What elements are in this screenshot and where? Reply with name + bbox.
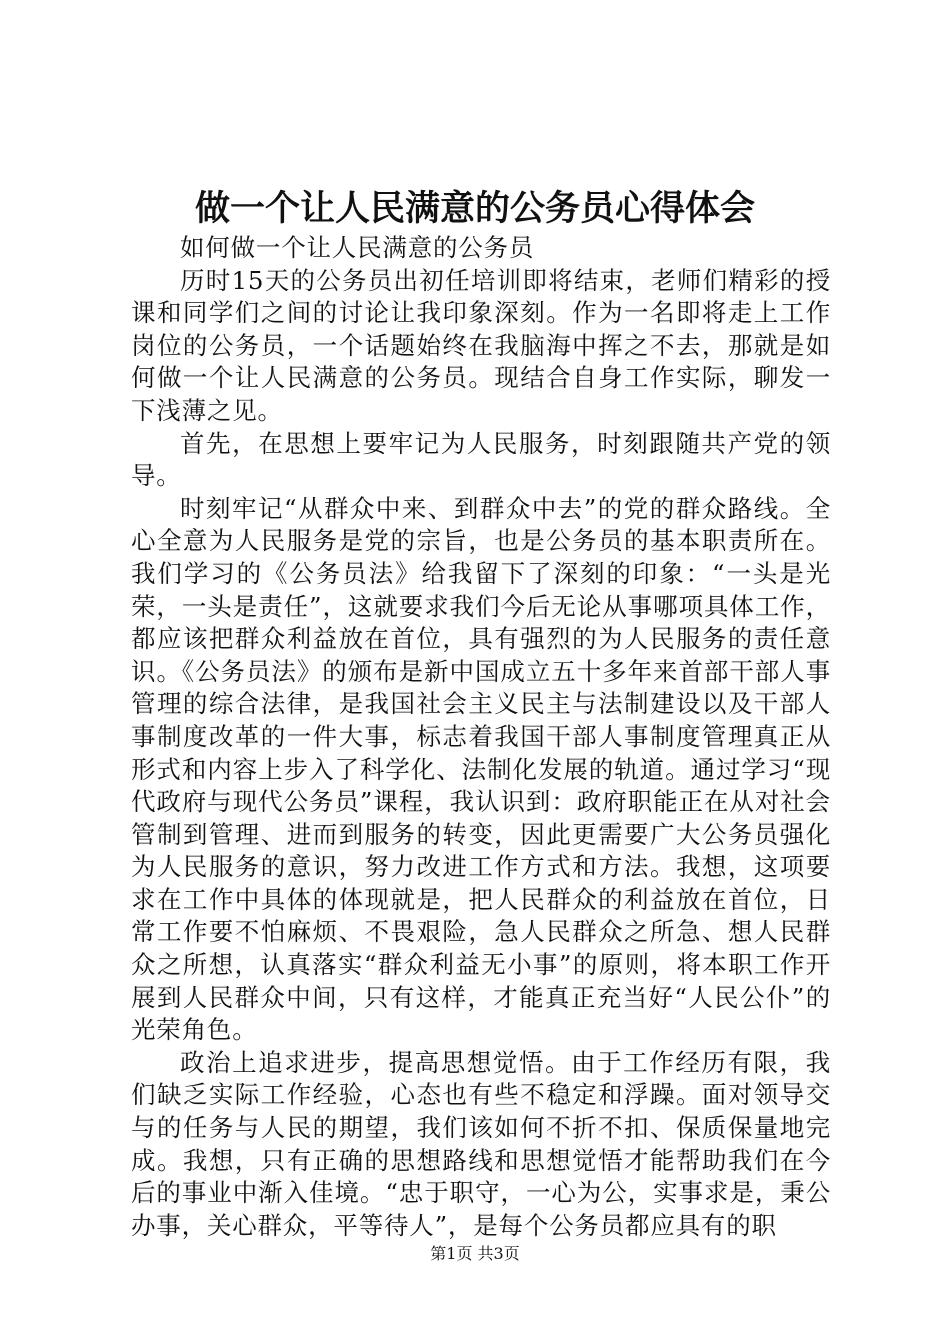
page-number-footer: 第1页 共3页 bbox=[430, 1244, 520, 1263]
body-paragraph: 时刻牢记“从群众中来、到群众中去”的党的群众路线。全心全意为人民服务是党的宗旨，也是公务员的基本职责所在。我们学习的《公务员法》给我留下了深刻的印象：“一头是光荣，一头是责任”，这就要求我们今后无论从事哪项具体工作，都应该把群众利益放在首位，具有强烈的为人民服务的责任意识。《公务员法》的颁布是新中国成立五十多年来首部干部人事管理的综合法律，是我国社会主义民主与法制建设以及干部人事制度改革的一件大事，标志着我国干部人事制度管理真正从形式和内容上步入了科学化、法制化发展的轨道。通过学习“现代政府与现代公务员”课程，我认识到：政府职能正在从对社会管制到管理、进而到服务的转变，因此更需要广大公务员强化为人民服务的意识，努力改进工作方式和方法。我想，这项要求在工作中具体的体现就是，把人民群众的利益放在首位，日常工作要不怕麻烦、不畏艰险，急人民群众之所急、想人民群众之所想，认真落实“群众利益无小事”的原则，将本职工作开展到人民群众中间，只有这样，才能真正充当好“人民公仆”的光荣角色。 bbox=[131, 493, 832, 1045]
document-body bbox=[131, 232, 831, 1242]
body-paragraph: 首先，在思想上要牢记为人民服务，时刻跟随共产党的领导。 bbox=[131, 428, 831, 491]
body-paragraph: 政治上追求进步，提高思想觉悟。由于工作经历有限，我们缺乏实际工作经验，心态也有些不稳定和浮躁。面对领导交与的任务与人民的期望，我们该如何不折不扣、保质保量地完成。我想，只有正确的思想路线和思想觉悟才能帮助我们在今后的事业中渐入佳境。“忠于职守，一心为公，实事求是，秉公办事，关心群众，平等待人”，是每个公务员都应具有的职 bbox=[131, 1047, 832, 1240]
body-paragraph: 历时15天的公务员出初任培训即将结束，老师们精彩的授课和同学们之间的讨论让我印象深刻。作为一名即将走上工作岗位的公务员，一个话题始终在我脑海中挥之不去，那就是如何做一个让人民满意的公务员。现结合自身工作实际，聊发一下浅薄之见。 bbox=[131, 265, 831, 425]
document-title: 做一个让人民满意的公务员心得体会 bbox=[194, 188, 755, 229]
subtitle-paragraph: 如何做一个让人民满意的公务员 bbox=[180, 233, 535, 262]
